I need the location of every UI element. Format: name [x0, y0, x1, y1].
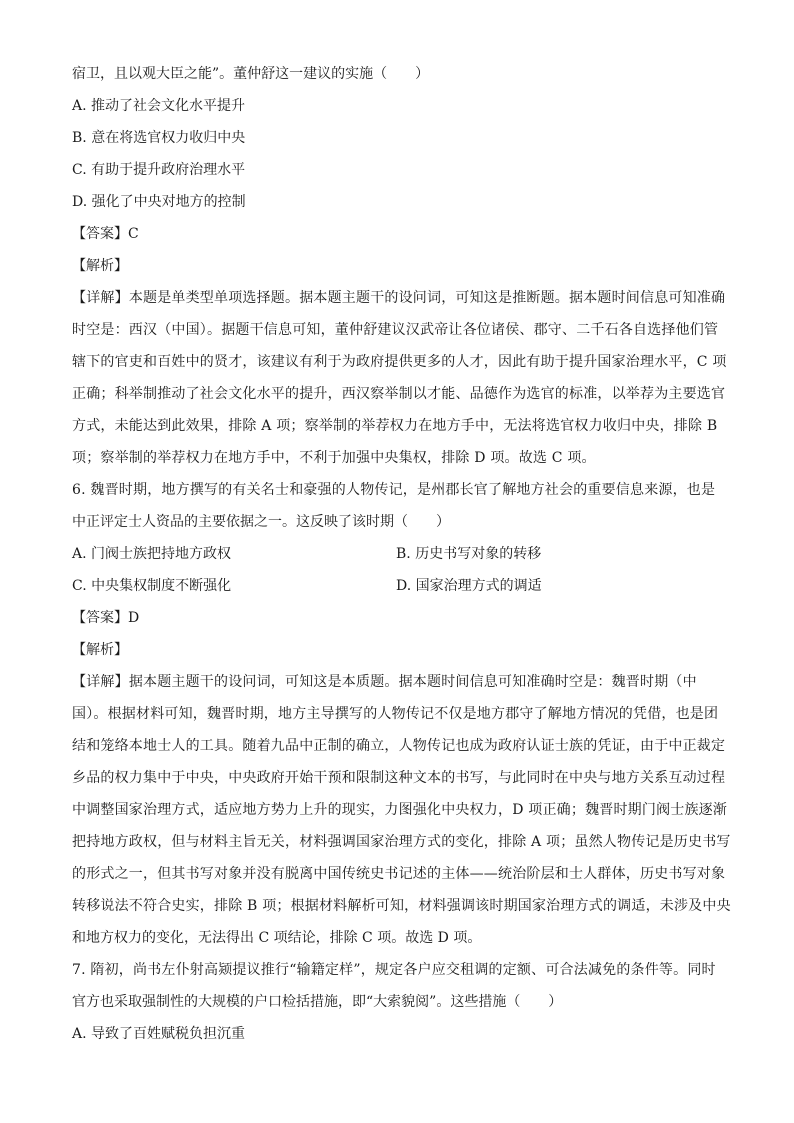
q6-detail-line: 和地方权力的变化，无法得出 C 项结论，排除 C 项。故选 D 项。 [72, 930, 482, 946]
q6-detail-line: 国）。根据材料可知，魏晋时期，地方主导撰写的人物传记不仅是地方郡守了解地方情况的凭借，也是团 [72, 706, 719, 722]
q5-analysis-label: 【解析】 [72, 258, 128, 274]
q6-option-c: C. 中央集权制度不断强化 [72, 578, 232, 594]
q6-option-b: B. 历史书写对象的转移 [396, 546, 542, 562]
answer-label: 【答案】 [72, 610, 128, 626]
q6-detail-line: 中调整国家治理方式，适应地方势力上升的现实，力图强化中央权力，D 项正确；魏晋时期门阀士族逐渐 [72, 802, 728, 818]
q5-detail-line [72, 288, 725, 308]
q5-detail-line: 正确；科举制推动了社会文化水平的提升，西汉察举制以才能、品德作为选官的标准，以举荐为主要选官 [72, 386, 726, 402]
q5-detail-line: 方式，未能达到此效果，排除 A 项；察举制的举荐权力在地方手中，无法将选官权力收归中央，排除 B [72, 418, 718, 434]
q6-detail-line: 乡品的权力集中于中央，中央政府开始干预和限制这种文本的书写，与此同时在中央与地方关系互动过程 [72, 770, 726, 786]
q6-answer [72, 608, 139, 628]
q5-answer [72, 224, 139, 244]
detail-text: 本题是单类型单项选择题。据本题主题干的设问词，可知这是推断题。据本题时间信息可知准确 [128, 290, 726, 306]
answer-value: C [128, 226, 139, 242]
q7-option-a: A. 导致了百姓赋税负担沉重 [72, 1026, 246, 1042]
q6-option-row [72, 544, 231, 564]
q6-detail-line: 结和笼络本地士人的工具。随着九品中正制的确立，人物传记也成为政府认证士族的凭证，由于中正裁定 [72, 738, 726, 754]
q6-option-a: A. 门阀士族把持地方政权 [72, 546, 232, 562]
q6-detail-line: 把持地方政权，但与材料主旨无关，材料强调国家治理方式的变化，排除 A 项；虽然人物传记是历史书写 [72, 834, 731, 850]
answer-label: 【答案】 [72, 226, 128, 242]
detail-label: 【详解】 [72, 290, 129, 306]
q5-option-c: C. 有助于提升政府治理水平 [72, 162, 246, 178]
q5-detail-line: 项；察举制的举荐权力在地方手中，不利于加强中央集权，排除 D 项。故选 C 项。 [72, 450, 596, 466]
q5-detail-line: 时空是：西汉（中国）。据题干信息可知，董仲舒建议汉武帝让各位诸侯、郡守、二千石各自选择他们管 [72, 322, 719, 338]
q5-option-b: B. 意在将选官权力收归中央 [72, 130, 246, 146]
q6-stem-line: 中正评定士人资品的主要依据之一。这反映了该时期（ ） [72, 514, 450, 530]
q6-detail-line: 转移说法不符合史实，排除 B 项；根据材料解析可知，材料强调该时期国家治理方式的调适，未涉及中央 [72, 898, 731, 914]
q6-detail-line: 的形式之一，但其书写对象并没有脱离中国传统史书记述的主体——统治阶层和士人群体，历史书写对象 [72, 866, 726, 882]
q5-option-a: A. 推动了社会文化水平提升 [72, 98, 246, 114]
q7-stem-line: 官方也采取强制性的大规模的户口检括措施，即“大索貌阅”。这些措施（ ） [72, 994, 563, 1010]
q6-option-d: D. 国家治理方式的调适 [396, 578, 542, 594]
detail-text: 据本题主题干的设问词，可知这是本质题。据本题时间信息可知准确时空是：魏晋时期（中 [128, 674, 697, 690]
answer-value: D [128, 610, 140, 626]
q7-stem-line: 7. 隋初，尚书左仆射高颎提议推行“输籍定样”，规定各户应交租调的定额、可合法减免的条件等。同时 [72, 962, 716, 978]
detail-label: 【详解】 [72, 674, 129, 690]
q6-stem-line: 6. 魏晋时期，地方撰写的有关名士和豪强的人物传记，是州郡长官了解地方社会的重要信息来源，也是 [72, 482, 716, 498]
q5-stem-tail: 宿卫，且以观大臣之能”。董仲舒这一建议的实施（ ） [72, 66, 430, 82]
q6-analysis-label: 【解析】 [72, 642, 128, 658]
q5-option-d: D. 强化了中央对地方的控制 [72, 194, 246, 210]
q5-detail-line: 辖下的官吏和百姓中的贤才，该建议有利于为政府提供更多的人才，因此有助于提升国家治理水平，C 项 [72, 354, 727, 370]
q6-detail-line [72, 672, 697, 692]
